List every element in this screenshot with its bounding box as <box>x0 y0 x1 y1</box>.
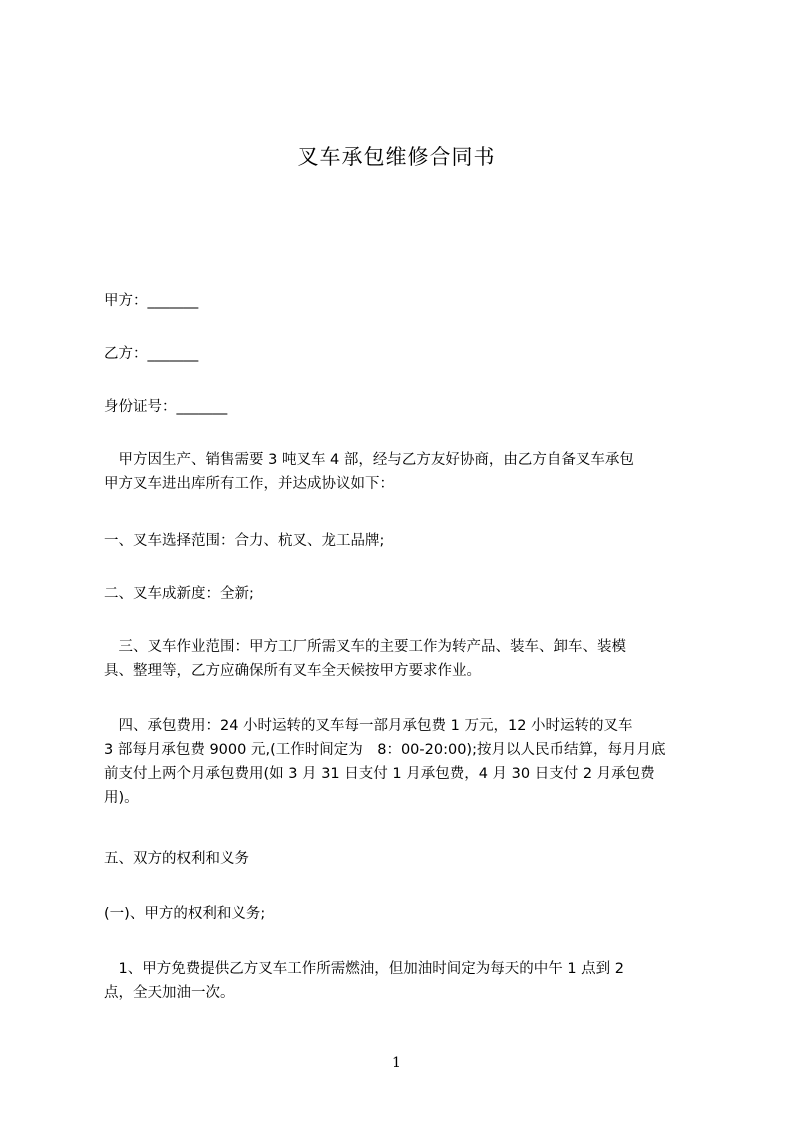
clause-4-line-1: 四、承包费用：24 小时运转的叉车每一部月承包费 1 万元，12 小时运转的叉车 <box>104 718 633 734</box>
clause-5-item-1-line-2: 点，全天加油一次。 <box>104 985 235 1001</box>
clause-2: 二、叉车成新度：全新; <box>104 586 254 602</box>
clause-1: 一、叉车选择范围：合力、杭叉、龙工品牌; <box>104 533 385 549</box>
clause-3 <box>104 635 698 683</box>
clause-5-subheading: (一)、甲方的权利和义务; <box>104 906 266 922</box>
clause-4 <box>104 714 698 810</box>
party-a-line: 甲方：_______ <box>104 293 199 309</box>
intro-line-1: 甲方因生产、销售需要 3 吨叉车 4 部，经与乙方友好协商，由乙方自备叉车承包 <box>104 452 634 468</box>
document-title: 叉车承包维修合同书 <box>297 145 496 169</box>
party-b-line: 乙方：_______ <box>104 346 199 362</box>
clause-4-line-4: 用)。 <box>104 790 139 806</box>
clause-4-line-2: 3 部每月承包费 9000 元,(工作时间定为 8：00-20:00);按月以人民币结算，每月月底 <box>104 742 666 758</box>
intro-line-2: 甲方叉车进出库所有工作，并达成协议如下： <box>104 476 394 492</box>
clause-5-item-1 <box>104 957 698 1005</box>
intro-paragraph <box>104 448 698 496</box>
id-number-line: 身份证号：_______ <box>104 399 228 415</box>
page-number: 1 <box>392 1055 401 1071</box>
clause-5-heading: 五、双方的权利和义务 <box>104 851 249 867</box>
clause-3-line-2: 具、整理等，乙方应确保所有叉车全天候按甲方要求作业。 <box>104 663 481 679</box>
clause-4-line-3: 前支付上两个月承包费用(如 3 月 31 日支付 1 月承包费，4 月 30 日支付 2 月承包费 <box>104 766 655 782</box>
clause-5-item-1-line-1: 1、甲方免费提供乙方叉车工作所需燃油，但加油时间定为每天的中午 1 点到 2 <box>104 961 625 977</box>
clause-3-line-1: 三、叉车作业范围：甲方工厂所需叉车的主要工作为转产品、装车、卸车、装模 <box>104 639 626 655</box>
